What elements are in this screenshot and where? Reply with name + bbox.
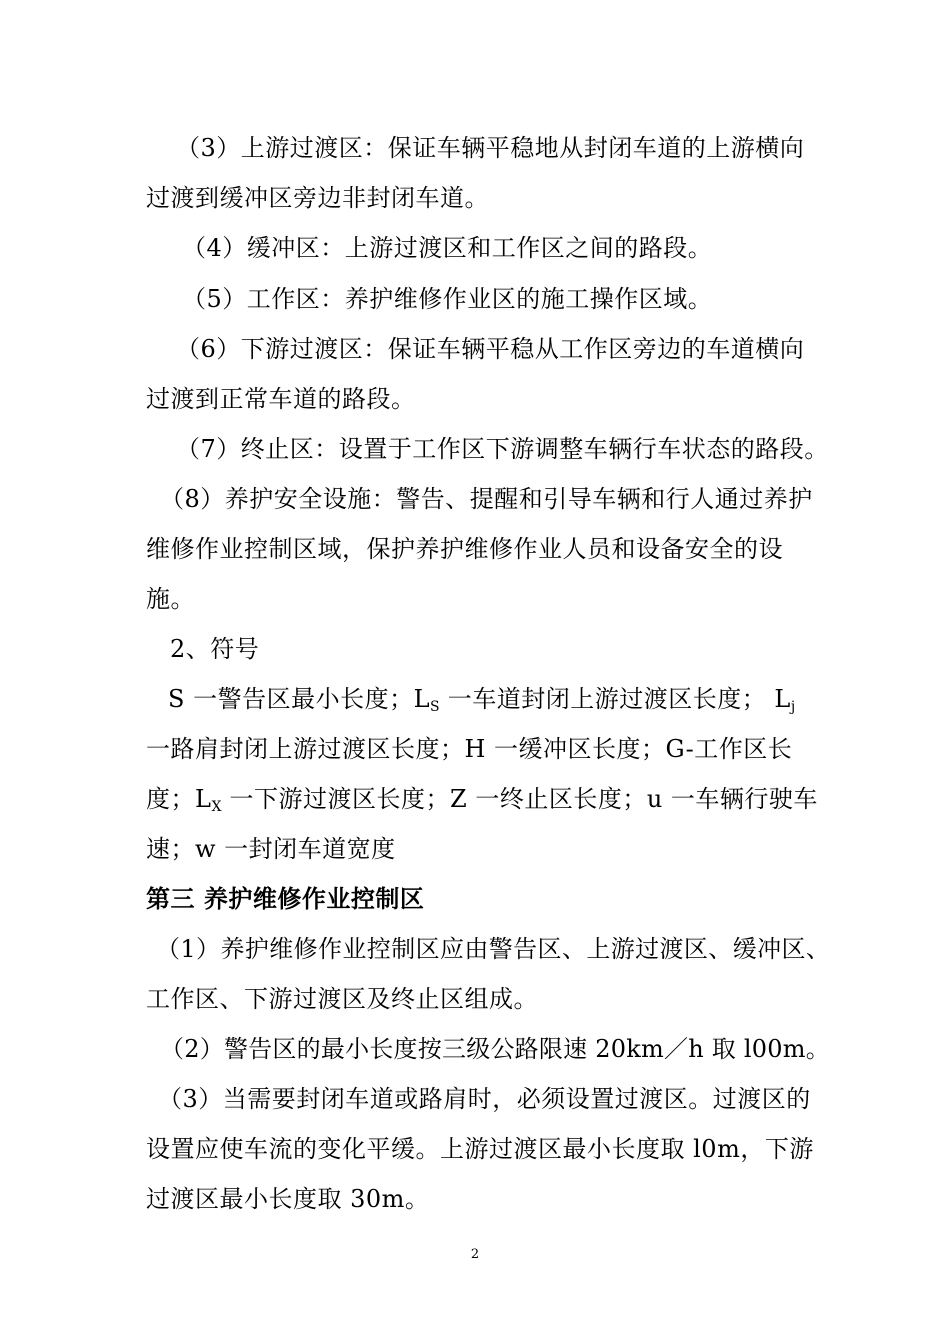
symbols-line-4: 速；w 一封闭车道宽度 — [146, 835, 396, 863]
transition-zone-rule-end: 过渡区最小长度取 30m。 — [146, 1185, 430, 1213]
downstream-transition-def: （6）下游过渡区：保证车辆平稳从工作区旁边的车道横向 — [176, 335, 805, 363]
termination-zone-def: （7）终止区：设置于工作区下游调整车辆行车状态的路段。 — [176, 435, 829, 463]
upstream-transition-def-cont: 过渡到缓冲区旁边非封闭车道。 — [146, 184, 489, 212]
symbols-text: 一车道封闭上游过渡区长度； L — [439, 685, 791, 713]
buffer-zone-def: （4）缓冲区：上游过渡区和工作区之间的路段。 — [182, 234, 713, 262]
section-heading: 第三 养护维修作业控制区 — [146, 884, 425, 913]
subscript: j — [790, 699, 796, 715]
control-zone-composition-cont: 工作区、下游过渡区及终止区组成。 — [146, 985, 538, 1013]
symbols-text: S 一警告区最小长度；L — [168, 685, 431, 713]
warning-zone-length: （2）警告区的最小长度按三级公路限速 20km／h 取 l00m。 — [160, 1035, 830, 1063]
symbols-heading: 2、符号 — [170, 635, 260, 663]
transition-zone-rule: （3）当需要封闭车道或路肩时，必须设置过渡区。过渡区的 — [158, 1085, 811, 1113]
subscript: S — [430, 699, 440, 715]
upstream-transition-def: （3）上游过渡区：保证车辆平稳地从封闭车道的上游横向 — [176, 134, 805, 162]
safety-facilities-def: （8）养护安全设施：警告、提醒和引导车辆和行人通过养护 — [160, 485, 813, 513]
work-zone-def: （5）工作区：养护维修作业区的施工操作区域。 — [182, 285, 713, 313]
symbols-line-1 — [168, 684, 795, 722]
symbols-line-2: 一路肩封闭上游过渡区长度；H 一缓冲区长度；G-工作区长 — [146, 735, 793, 763]
safety-facilities-def-cont: 维修作业控制区域，保护养护维修作业人员和设备安全的设 — [146, 535, 783, 563]
downstream-transition-def-cont: 过渡到正常车道的路段。 — [146, 385, 416, 413]
symbols-line-3 — [146, 784, 818, 822]
symbols-text: 一下游过渡区长度；Z 一终止区长度；u 一车辆行驶车 — [221, 785, 818, 813]
safety-facilities-def-end: 施。 — [146, 585, 195, 613]
control-zone-composition: （1）养护维修作业控制区应由警告区、上游过渡区、缓冲区、 — [156, 935, 831, 963]
subscript: X — [211, 799, 222, 815]
symbols-text: 度；L — [146, 785, 212, 813]
transition-zone-rule-cont: 设置应使车流的变化平缓。上游过渡区最小长度取 l0m，下游 — [146, 1135, 814, 1163]
page-number: 2 — [470, 1247, 480, 1262]
